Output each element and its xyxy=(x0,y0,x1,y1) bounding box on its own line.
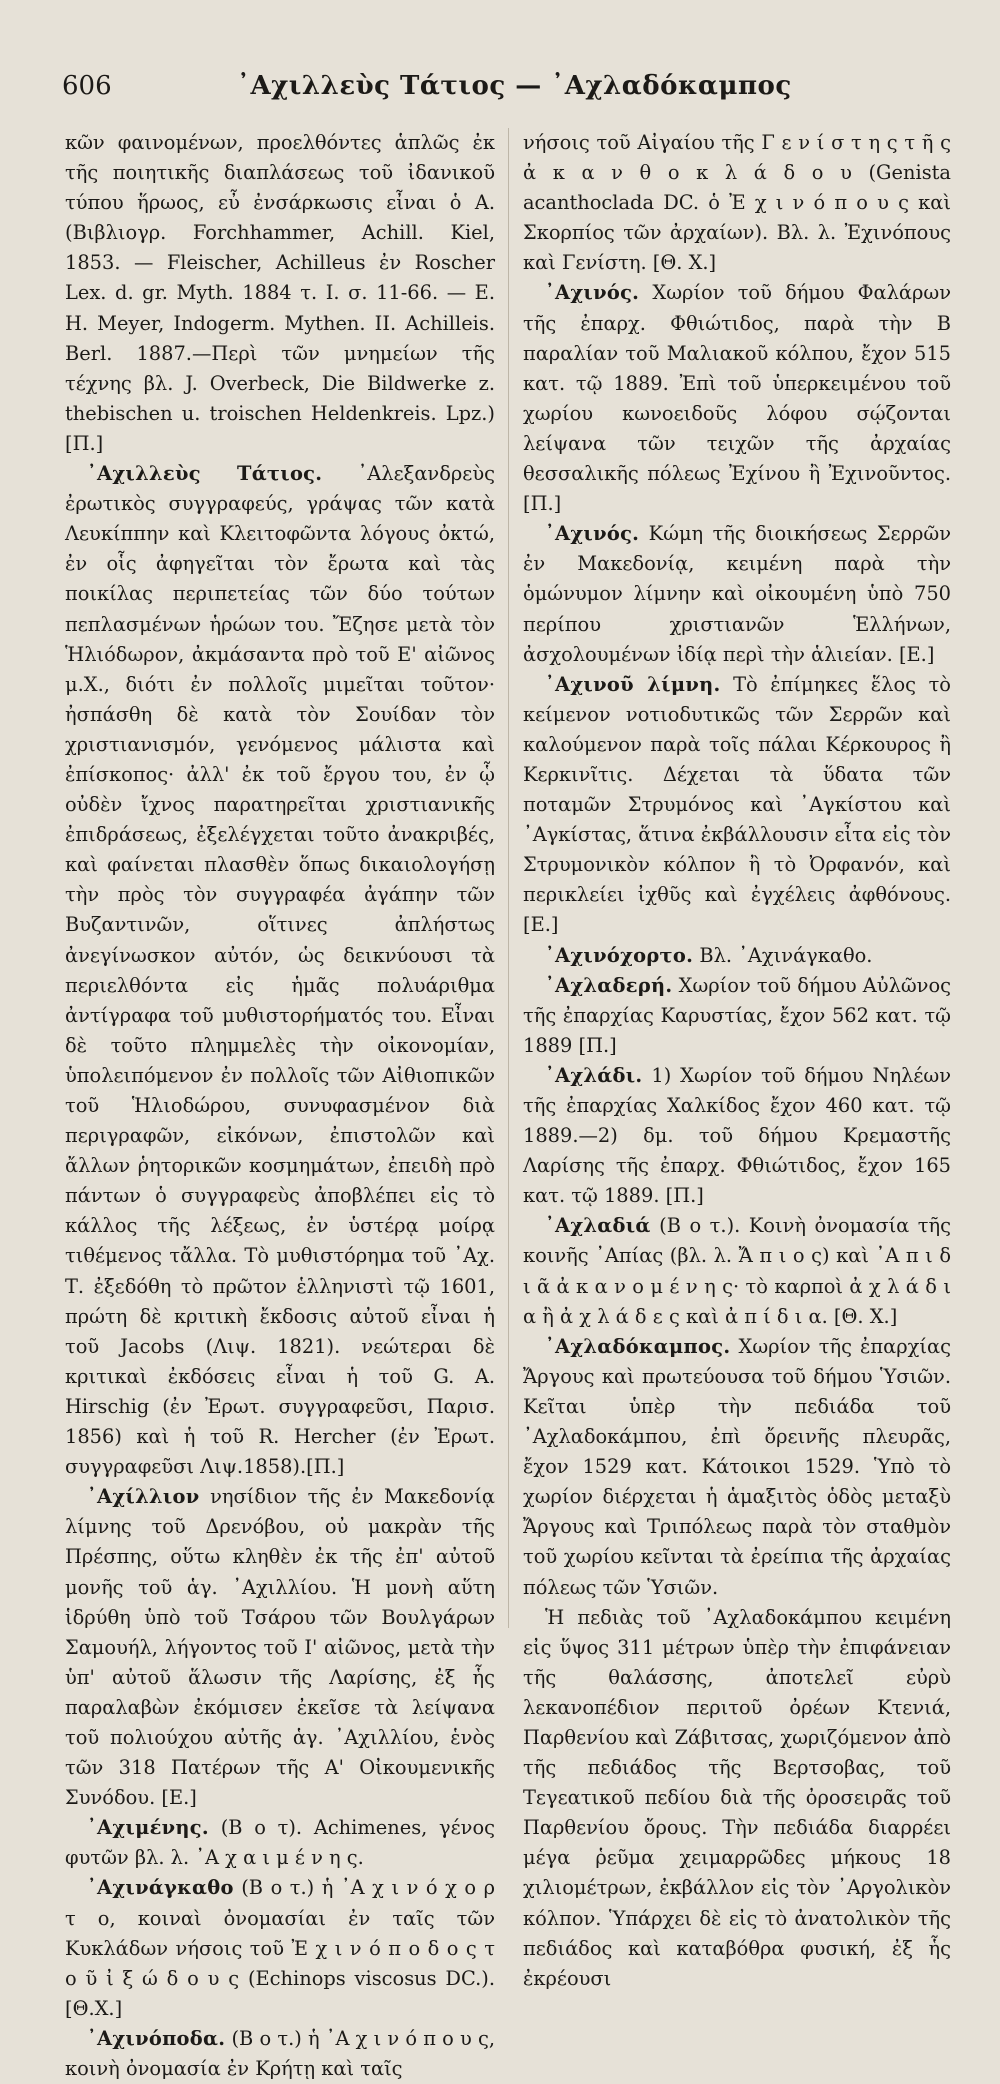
entry-headword: ᾿Αχιμένης. xyxy=(87,1816,209,1840)
page-header xyxy=(62,66,938,106)
entry xyxy=(65,128,495,459)
entry xyxy=(65,1813,495,1873)
entry xyxy=(523,941,951,971)
entry-text: (Β ο τ.). Κοινὴ ὀνομασία τῆς κοινῆς ᾿Απίας (βλ. λ. Ἄ π ι ο ς) καὶ ᾿Α π ι δ ι ᾶ ἀ κ α ν ο μ έ ν η ς· τὸ καρποὶ ἀ χ λ ά δ ι α ἢ ἀ χ λ ά δ ε ς καὶ ἀ π ί δ ι α. [Θ. Χ.] xyxy=(523,1214,951,1328)
entry-headword: ᾿Αχινάγκαθο xyxy=(87,1876,234,1900)
entry-headword: ᾿Αχιλλεὺς Τάτιος. xyxy=(87,462,323,486)
entry xyxy=(523,128,951,278)
page-number: 606 xyxy=(62,71,112,101)
entry-text: Κώμη τῆς διοικήσεως Σερρῶν ἐν Μακεδονίᾳ, κειμένη παρὰ τὴν ὁμώνυμον λίμνην καὶ οἰκουμένη ὑπὸ 750 περίπου χριστιανῶν Ἑλλήνων, ἀσχολουμένων ἰδίᾳ περὶ τὴν ἁλιείαν. [Ε.] xyxy=(523,522,951,666)
entry-text: Βλ. ᾿Αχινάγκαθο. xyxy=(699,943,873,967)
entry xyxy=(523,971,951,1061)
left-column xyxy=(65,128,495,2084)
entry xyxy=(523,519,951,669)
entry-text: νησίδιον τῆς ἐν Μακεδονίᾳ λίμνης τοῦ Δρενόβου, οὐ μακρὰν τῆς Πρέσπης, οὕτω κληθὲν ἐκ τῆς ἐπ' αὐτοῦ μονῆς τοῦ ἁγ. ᾿Αχιλλίου. Ἡ μονὴ αὕτη ἱδρύθη ὑπὸ τοῦ Τσάρου τῶν Βουλγάρων Σαμουήλ, λήγοντος τοῦ Ι' αἰῶνος, μετὰ τὴν ὑπ' αὐτοῦ ἅλωσιν τῆς Λαρίσης, ἐξ ἧς παραλαβὼν ἐκόμισεν ἐκεῖσε τὰ λείψανα τοῦ πολιούχου αὐτῆς ἁγ. ᾿Αχιλλίου, ἑνὸς τῶν 318 Πατέρων τῆς Α' Οἰκουμενικῆς Συνόδου. [Ε.] xyxy=(65,1485,495,1810)
entry-text: κῶν φαινομένων, προελθόντες ἁπλῶς ἐκ τῆς ποιητικῆς διαπλάσεως τοῦ ἰδανικοῦ τύπου ἥρωος, εὖ ἐνσάρκωσις εἶναι ὁ Α. (Βιβλιογρ. Forchhammer, Achill. Kiel, 1853. — Fleischer, Achilleus ἐν Roscher Lex. d. gr. Myth. 1884 τ. Ι. σ. 11-66. — E. H. Meyer, Indogerm. Mythen. II. Achilleis. Berl. 1887.—Περὶ τῶν μνημείων τῆς τέχνης βλ. J. Overbeck, Die Bildwerke z. thebischen u. troischen Heldenkreis. Lpz.) [Π.] xyxy=(65,131,495,455)
entry xyxy=(65,1873,495,2023)
entry-text: 1) Χωρίον τοῦ δήμου Νηλέων τῆς ἐπαρχίας Χαλκίδος ἔχον 460 κατ. τῷ 1889.—2) δμ. τοῦ δήμου Κρεμαστῆς Λαρίσης τῆς ἐπαρχ. Φθιώτιδος, ἔχον 165 κατ. τῷ 1889. [Π.] xyxy=(523,1063,952,1208)
entry xyxy=(523,1332,951,1603)
entry xyxy=(65,459,495,1482)
entry xyxy=(523,1603,951,1994)
entry-text: Χωρίον τοῦ δήμου Φαλάρων τῆς ἐπαρχ. Φθιώτιδος, παρὰ τὴν Β παραλίαν τοῦ Μαλιακοῦ κόλπου, ἔχον 515 κατ. τῷ 1889. Ἐπὶ τοῦ ὑπερκειμένου τοῦ χωρίου κωνοειδοῦς λόφου σῴζονται λείψανα τῶν τειχῶν τῆς ἀρχαίας θεσσαλικῆς πόλεως Ἐχίνου ἢ Ἐχινοῦντος. [Π.] xyxy=(523,281,951,516)
entry-text: Ἡ πεδιὰς τοῦ ᾿Αχλαδοκάμπου κειμένη εἰς ὕψος 311 μέτρων ὑπὲρ τὴν ἐπιφάνειαν τῆς θαλάσσης, ἀποτελεῖ εὐρὺ λεκανοπέδιον περιτοῦ ὀρέων Κτενιά, Παρθενίου καὶ Ζάβιτσας, χωριζόμενον ἀπὸ τῆς πεδιάδος τῆς Βερτσοβας, τοῦ Τεγεατικοῦ πεδίου διὰ τῆς ὀροσειρᾶς τοῦ Παρθενίου ὄρους. Τὴν πεδιάδα διαρρέει μέγα ῥεῦμα χειμαρρῶδες μήκους 18 χιλιομέτρων, ἐκβάλλον εἰς τὸν ᾿Αργολικὸν κόλπον. Ὑπάρχει δὲ εἰς τὸ ἀνατολικὸν τῆς πεδιάδος καὶ καταβόθρα φυσική, ἐξ ἧς ἐκρέουσι xyxy=(523,1605,951,1990)
entry-text: Χωρίον τοῦ δήμου Αὐλῶνος τῆς ἐπαρχίας Καρυστίας, ἔχον 562 κατ. τῷ 1889 [Π.] xyxy=(523,973,951,1057)
entry-text: ᾿Αλεξανδρεὺς ἐρωτικὸς συγγραφεύς, γράψας τῶν κατὰ Λευκίππην καὶ Κλειτοφῶντα λόγους ὀκτώ, ἐν οἷς ἀφηγεῖται τὸν ἔρωτα καὶ τὰς ποικίλας περιπετείας τῶν δύο τούτων πεπλασμένων ἡρώων του. Ἔζησε μετὰ τὸν Ἡλιόδωρον, ἀκμάσαντα πρὸ τοῦ Ε' αἰῶνος μ.Χ., διότι ἐν πολλοῖς μιμεῖται τοῦτον· ἠσπάσθη δὲ κατὰ τὸν Σουίδαν τὸν χριστιανισμόν, γενόμενος μάλιστα καὶ ἐπίσκοπος· ἀλλ' ἐκ τοῦ ἔργου του, ἐν ᾧ οὐδὲν ἴχνος παρατηρεῖται χριστιανικῆς ἐπιδράσεως, ἐξελέγχεται τοῦτο ἀνακριβές, καὶ φαίνεται πλασθὲν ὅπως δικαιολογήσῃ τὴν πρὸς τὸν συγγραφέα ἀγάπην τῶν Βυζαντινῶν, οἵτινες ἀπλήστως ἀνεγίνωσκον αὐτόν, ὡς δεικνύουσι τὰ περιελθόντα εἰς ἡμᾶς πολυάριθμα ἀντίγραφα τοῦ μυθιστορήματός του. Εἶναι δὲ τοῦτο πλημμελὲς τὴν οἰκονομίαν, ὑπολειπόμενον ἐν πολλοῖς τῶν Αἰθιοπικῶν τοῦ Ἡλιοδώρου, συνυφασμένον διὰ περιγραφῶν, εἰκόνων, ἐπιστολῶν καὶ ἄλλων ῥητορικῶν κοσμημάτων, ἐπειδὴ πρὸ πάντων ὁ συγγραφεὺς ἀποβλέπει εἰς τὸ κάλλος τῆς λέξεως, ἐν ὑστέρᾳ μοίρᾳ τιθέμενος τἄλλα. Τὸ μυθιστόρημα τοῦ ᾿Αχ. Τ. ἐξεδόθη τὸ πρῶτον ἑλληνιστὶ τῷ 1601, πρώτη δὲ κριτικὴ ἔκδοσις αὐτοῦ εἶναι ἡ τοῦ Jacobs (Λιψ. 1821). νεώτεραι δὲ κριτικαὶ ἐκδόσεις εἶναι ἡ τοῦ G. A. Hirschig (ἐν Ἐρωτ. συγγραφεῦσι, Παρισ. 1856) καὶ ἡ τοῦ R. Hercher (ἐν Ἐρωτ. συγγραφεῦσι Λιψ.1858).[Π.] xyxy=(65,462,495,1479)
running-title: ᾿Αχιλλεὺς Τάτιος — ᾿Αχλαδόκαμπος xyxy=(237,71,792,101)
entry-headword: ᾿Αχλαδιά xyxy=(545,1214,651,1238)
entry-text: Χωρίον τῆς ἐπαρχίας Ἄργους καὶ πρωτεύουσα τοῦ δήμου Ὑσιῶν. Κεῖται ὑπὲρ τὴν πεδιάδα τοῦ ᾿Αχλαδοκάμπου, ἐπὶ ὄρεινῆς πλευρᾶς, ἔχον 1529 κατ. Κάτοικοι 1529. Ὑπὸ τὸ χωρίον διέρχεται ἡ ἁμαξιτὸς ὁδὸς μεταξὺ Ἄργους καὶ Τριπόλεως παρὰ τὸν σταθμὸν τοῦ χωρίου κεῖνται τὰ ἐρείπια τῆς ἀρχαίας πόλεως τῶν Ὑσιῶν. xyxy=(523,1334,951,1599)
entry-text: (Β ο τ.) ἡ ᾿Α χ ι ν ό χ ο ρ τ ο, κοιναὶ ὀνομασίαι ἐν ταῖς τῶν Κυκλάδων νήσοις τοῦ Ἐ χ ι ν ό π ο δ ο ς τ ο ῦ ἰ ξ ώ δ ο υ ς (Echinops viscosus DC.). [Θ.Χ.] xyxy=(65,1876,496,2020)
column-divider xyxy=(508,128,509,1628)
entry-headword: ᾿Αχίλλιον xyxy=(87,1485,200,1509)
entry xyxy=(65,2024,495,2084)
entry-headword: ᾿Αχινός. xyxy=(545,522,640,546)
entry-text: (Β ο τ). Achimenes, γένος φυτῶν βλ. λ. ᾿Α χ α ι μ έ ν η ς. xyxy=(65,1816,495,1870)
entry xyxy=(65,1482,495,1813)
entry-text: Τὸ ἐπίμηκες ἕλος τὸ κείμενον νοτιοδυτικῶς τῶν Σερρῶν καὶ καλούμενον παρὰ τοῖς πάλαι Κέρκουρος ἢ Κερκινῖτις. Δέχεται τὰ ὕδατα τῶν ποταμῶν Στρυμόνος καὶ ᾿Αγκίστου καὶ ᾿Αγκίστας, ἅτινα ἐκβάλλουσιν εἶτα εἰς τὸν Στρυμονικὸν κόλπον ἢ τὸ Ὀρφανόν, καὶ περικλείει ἰχθῦς καὶ ἐγχέλεις ἀφθόνους. [Ε.] xyxy=(523,672,951,937)
entry xyxy=(523,670,951,941)
entry-headword: ᾿Αχλάδι. xyxy=(545,1063,643,1087)
right-column xyxy=(523,128,951,1994)
entry xyxy=(523,1211,951,1331)
entry xyxy=(523,278,951,519)
entry-headword: ᾿Αχλαδερή. xyxy=(545,973,673,997)
entry-headword: ᾿Αχινόποδα. xyxy=(87,2026,226,2050)
entry-headword: ᾿Αχινοῦ λίμνη. xyxy=(545,672,721,696)
entry-text: (Β ο τ.) ἡ ᾿Α χ ι ν ό π ο υ ς, κοινὴ ὀνομασία ἐν Κρήτῃ καὶ ταῖς xyxy=(65,2026,495,2080)
entry-headword: ᾿Αχινός. xyxy=(545,281,640,305)
entry-headword: ᾿Αχινόχορτο. xyxy=(545,943,694,967)
entry-text: νήσοις τοῦ Αἰγαίου τῆς Γ ε ν ί σ τ η ς τ ῆ ς ἀ κ α ν θ ο κ λ ά δ ο υ (Genista acanthoclada DC. ὁ Ἐ χ ι ν ό π ο υ ς καὶ Σκορπίος τῶν ἀρχαίων). Βλ. λ. Ἐχινόπους καὶ Γενίστη. [Θ. Χ.] xyxy=(523,131,951,275)
entry-headword: ᾿Αχλαδόκαμπος. xyxy=(545,1334,731,1358)
entry xyxy=(523,1061,951,1211)
